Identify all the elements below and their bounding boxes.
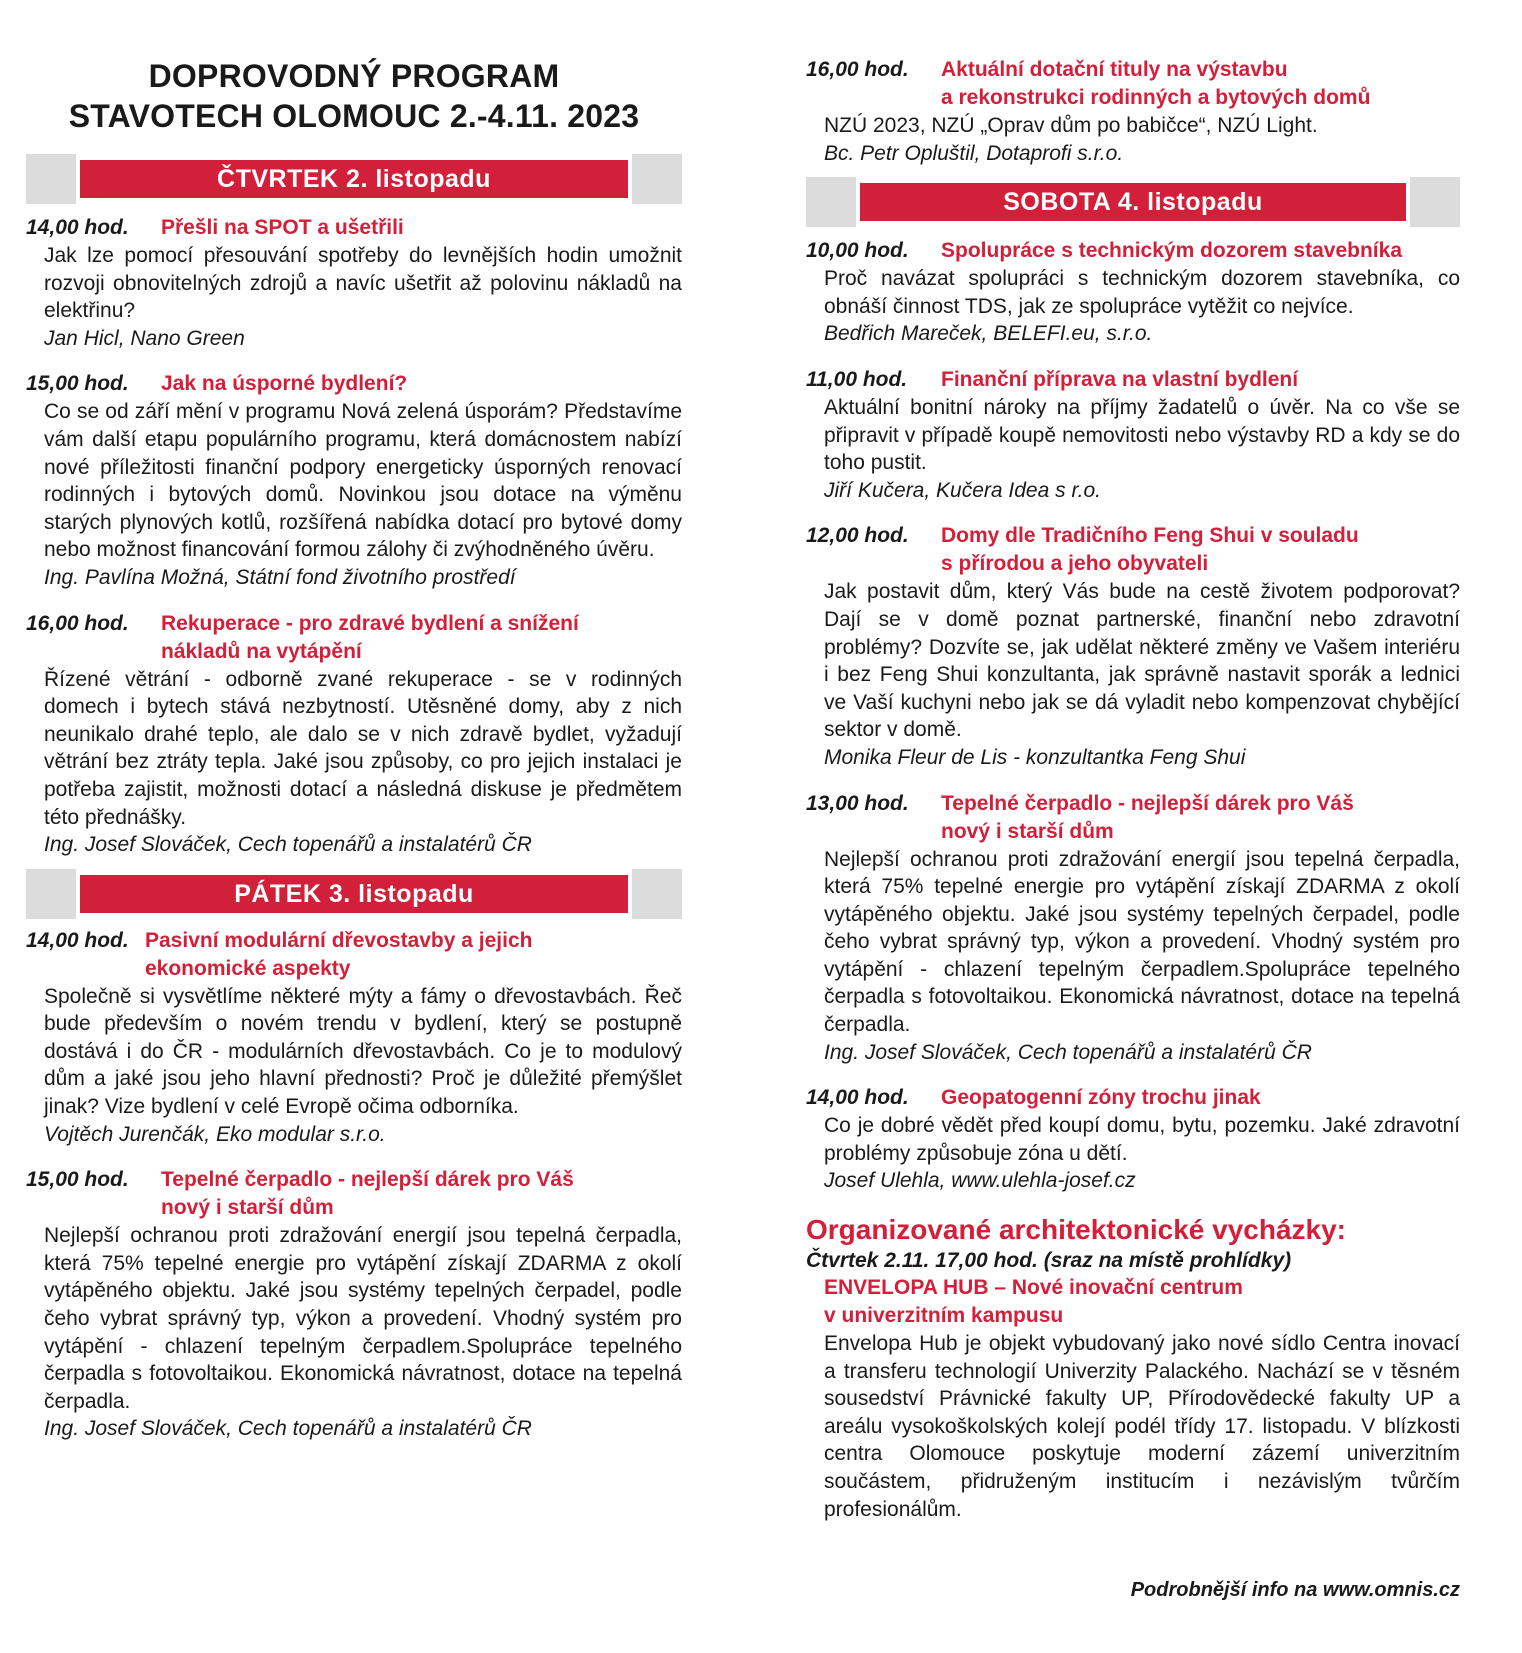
event-speaker: Ing. Josef Slováček, Cech topenářů a instalatérů ČR bbox=[824, 1040, 1312, 1064]
event-time: 13,00 hod. bbox=[806, 791, 909, 815]
day-header-thursday bbox=[26, 154, 682, 204]
event-speaker: Monika Fleur de Lis - konzultantka Feng Shui bbox=[824, 745, 1246, 769]
event-time: 15,00 hod. bbox=[26, 372, 129, 396]
event-time: 14,00 hod. bbox=[26, 216, 129, 239]
event-title: Geopatogenní zóny trochu jinak bbox=[941, 1086, 1261, 1110]
event-header bbox=[806, 1084, 1460, 1112]
walks-datetime: Čtvrtek 2.11. 17,00 hod. (sraz na místě prohlídky) bbox=[806, 1249, 1292, 1273]
event-header bbox=[806, 522, 1460, 578]
event-sat-3 bbox=[806, 522, 1460, 771]
event-header bbox=[806, 790, 1460, 846]
event-speaker: Josef Ulehla, www.ulehla-josef.cz bbox=[824, 1169, 1136, 1193]
event-title: Tepelné čerpadlo - nejlepší dárek pro Váš nový i starší dům bbox=[941, 791, 1354, 843]
event-description: NZÚ 2023, NZÚ „Oprav dům po babičce“, NZÚ Light. bbox=[824, 114, 1318, 137]
event-thu-3 bbox=[26, 610, 682, 859]
event-time: 11,00 hod. bbox=[806, 367, 908, 391]
event-header bbox=[26, 214, 682, 242]
event-header bbox=[26, 610, 682, 666]
event-title: Finanční příprava na vlastní bydlení bbox=[941, 367, 1299, 391]
walks-description: Envelopa Hub je objekt vybudovaný jako nové sídlo Centra inovací a transferu technologií Univerzity Palackého. Nachází se v těsném sousedství Právnické fakulty UP, Přírodovědecké fakulty UP a areálu vysokoškolských kolejí podél třídy 17. listopadu. V blízkosti centra Olomouce poskytuje moderní zázemí univerzitním součástem, přidruženým institucím i nezávislým tvůrčím profesionálům. bbox=[824, 1332, 1460, 1521]
title-line-2: STAVOTECH OLOMOUC 2.-4.11. 2023 bbox=[68, 98, 640, 134]
event-title: Rekuperace - pro zdravé bydlení a snížení nákladů na vytápění bbox=[161, 611, 579, 663]
event-speaker: Ing. Pavlína Možná, Státní fond životního prostředí bbox=[44, 565, 516, 589]
event-thu-1 bbox=[26, 214, 682, 352]
event-speaker: Ing. Josef Slováček, Cech topenářů a instalatérů ČR bbox=[44, 1417, 532, 1441]
event-speaker: Bc. Petr Opluštil, Dotaprofi s.r.o. bbox=[824, 141, 1124, 165]
event-speaker: Jan Hicl, Nano Green bbox=[44, 326, 245, 350]
footer-info-link: Podrobnější info na www.omnis.cz bbox=[1130, 1579, 1460, 1601]
event-description: Řízené větrání - odborně zvané rekuperace - se v rodinných domech i bytech stává nezbytností. Utěsněné domy, aby z nich neunikalo drahé teplo, ale dalo se v nich zdravě bydlet, vyžadují větrání bez ztráty tepla. Jaké jsou způsoby, co pro jejich instalaci je potřeba zajistit, možnosti dotací a následná diskuse je předmětem této přednášky. bbox=[44, 667, 682, 829]
day-label: PÁTEK 3. listopadu bbox=[80, 875, 628, 913]
event-description: Jak postavit dům, který Vás bude na cestě životem podporovat? Dají se v domě poznat partnerské, finanční nebo zdravotní problémy? Dozvíte se, jak udělat některé změny ve Vašem interiéru i bez Feng Shui konzultanta, jak správně nastavit sporák a lednici ve Vaší kuchyni nebo jak se dá vyladit nebo kompenzovat chybějící sektor v domě. bbox=[824, 580, 1460, 742]
event-description: Nejlepší ochranou proti zdražování energií jsou tepelná čerpadla, která 75% tepelné energie pro vytápění získají ZDARMA z okolí vytápěného objektu. Jaké jsou systémy tepelných čerpadel, podle čeho vybrat správný typ, výkon a provedení. Vhodný systém pro vytápění - chlazení tepelným čerpadlem.Spolupráce tepelného čerpadla s fotovoltaikou. Ekonomická návratnost, dotace na tepelná čerpadla. bbox=[824, 847, 1460, 1037]
event-time: 12,00 hod. bbox=[806, 524, 909, 548]
walks-heading: Organizované architektonické vycházky: bbox=[806, 1214, 1346, 1246]
band-decor-right bbox=[632, 869, 682, 919]
day-header-friday bbox=[26, 869, 682, 919]
day-label: SOBOTA 4. listopadu bbox=[860, 183, 1406, 221]
event-time: 10,00 hod. bbox=[806, 239, 909, 263]
event-description: Co se od září mění v programu Nová zelená úsporám? Představíme vám další etapu populárního programu, která domácnostem nabízí nové příležitosti finanční podpory energeticky úsporných renovací rodinných i bytových domů. Novinkou jsou dotace na výměnu starých plynových kotlů, rozšířená nabídka dotací pro bytové domy nebo možnost financování formou zálohy či zvýhodněného úvěru. bbox=[44, 400, 682, 562]
event-description: Co je dobré vědět před koupí domu, bytu, pozemku. Jaké zdravotní problémy způsobuje zóna u dětí. bbox=[824, 1114, 1460, 1165]
event-title: Pasivní modulární dřevostavby a jejich ekonomické aspekty bbox=[145, 928, 533, 980]
event-time: 16,00 hod. bbox=[806, 58, 909, 81]
event-time: 14,00 hod. bbox=[26, 928, 129, 952]
band-decor-right bbox=[1410, 177, 1460, 227]
event-speaker: Bedřich Mareček, BELEFI.eu, s.r.o. bbox=[824, 322, 1153, 346]
band-decor-left bbox=[26, 154, 76, 204]
event-sat-2 bbox=[806, 366, 1460, 504]
left-column bbox=[26, 0, 682, 1443]
walks-venue: ENVELOPA HUB – Nové inovační centrum v univerzitním kampusu bbox=[824, 1276, 1243, 1328]
event-header bbox=[26, 927, 682, 983]
right-column bbox=[806, 0, 1460, 1523]
event-description: Proč navázat spolupráci s technickým dozorem stavebníka, co obnáší činnost TDS, jak ze spolupráce vytěžit co nejvíce. bbox=[824, 267, 1460, 318]
event-speaker: Jiří Kučera, Kučera Idea s r.o. bbox=[824, 478, 1102, 502]
band-decor-left bbox=[806, 177, 856, 227]
event-title: Domy dle Tradičního Feng Shui v souladu s přírodou a jeho obyvateli bbox=[941, 524, 1359, 576]
event-description: Jak lze pomocí přesouvání spotřeby do levnějších hodin umožnit rozvoji obnovitelných zdrojů a navíc ušetřit až polovinu nákladů na elektřinu? bbox=[44, 244, 682, 323]
event-sat-5 bbox=[806, 1084, 1460, 1195]
event-title: Přešli na SPOT a ušetřili bbox=[161, 216, 404, 239]
event-speaker: Vojtěch Jurenčák, Eko modular s.r.o. bbox=[44, 1122, 386, 1146]
day-label: ČTVRTEK 2. listopadu bbox=[80, 160, 628, 198]
event-title: Aktuální dotační tituly na výstavbu a rekonstrukci rodinných a bytových domů bbox=[941, 58, 1371, 109]
event-description: Společně si vysvětlíme některé mýty a fámy o dřevostavbách. Řeč bude především o novém trendu v bydlení, který se postupně dostává i do ČR - modulárních dřevostavbách. Co je to modulový dům a jaké jsou jeho hlavní přednosti? Proč je důležité přemýšlet jinak? Vize bydlení v celé Evropě očima odborníka. bbox=[44, 984, 682, 1119]
event-fri-3 bbox=[806, 56, 1460, 167]
title-line-1: DOPROVODNÝ PROGRAM bbox=[148, 58, 560, 94]
event-title: Spolupráce s technickým dozorem stavebníka bbox=[941, 239, 1402, 263]
event-sat-4 bbox=[806, 790, 1460, 1067]
architecture-walks-section bbox=[806, 1213, 1460, 1523]
band-decor-right bbox=[632, 154, 682, 204]
event-fri-1 bbox=[26, 927, 682, 1149]
band-decor-left bbox=[26, 869, 76, 919]
page-title bbox=[26, 56, 682, 136]
event-description: Nejlepší ochranou proti zdražování energií jsou tepelná čerpadla, která 75% tepelné energie pro vytápění získají ZDARMA z okolí vytápěného objektu. Jaké jsou systémy tepelných čerpadel, podle čeho vybrat správný typ, výkon a provedení. Vhodný systém pro vytápění - chlazení tepelným čerpadlem.Spolupráce tepelného čerpadla s fotovoltaikou. Ekonomická návratnost, dotace na tepelná čerpadla. bbox=[44, 1224, 682, 1413]
event-time: 15,00 hod. bbox=[26, 1168, 129, 1192]
event-header bbox=[806, 56, 1460, 112]
event-description: Aktuální bonitní nároky na příjmy žadatelů o úvěr. Na co vše se připravit v případě koupě nemovitosti nebo výstavby RD a kdy se do toho pustit. bbox=[824, 395, 1460, 475]
event-time: 14,00 hod. bbox=[806, 1086, 909, 1110]
event-header bbox=[806, 237, 1460, 265]
event-sat-1 bbox=[806, 237, 1460, 348]
event-header bbox=[26, 1166, 682, 1222]
event-fri-2 bbox=[26, 1166, 682, 1443]
event-header bbox=[26, 370, 682, 398]
event-header bbox=[806, 366, 1460, 394]
event-title: Tepelné čerpadlo - nejlepší dárek pro Váš nový i starší dům bbox=[161, 1168, 574, 1220]
day-header-saturday bbox=[806, 177, 1460, 227]
event-speaker: Ing. Josef Slováček, Cech topenářů a instalatérů ČR bbox=[44, 833, 532, 857]
event-title: Jak na úsporné bydlení? bbox=[161, 372, 408, 396]
event-time: 16,00 hod. bbox=[26, 611, 129, 635]
event-thu-2 bbox=[26, 370, 682, 591]
